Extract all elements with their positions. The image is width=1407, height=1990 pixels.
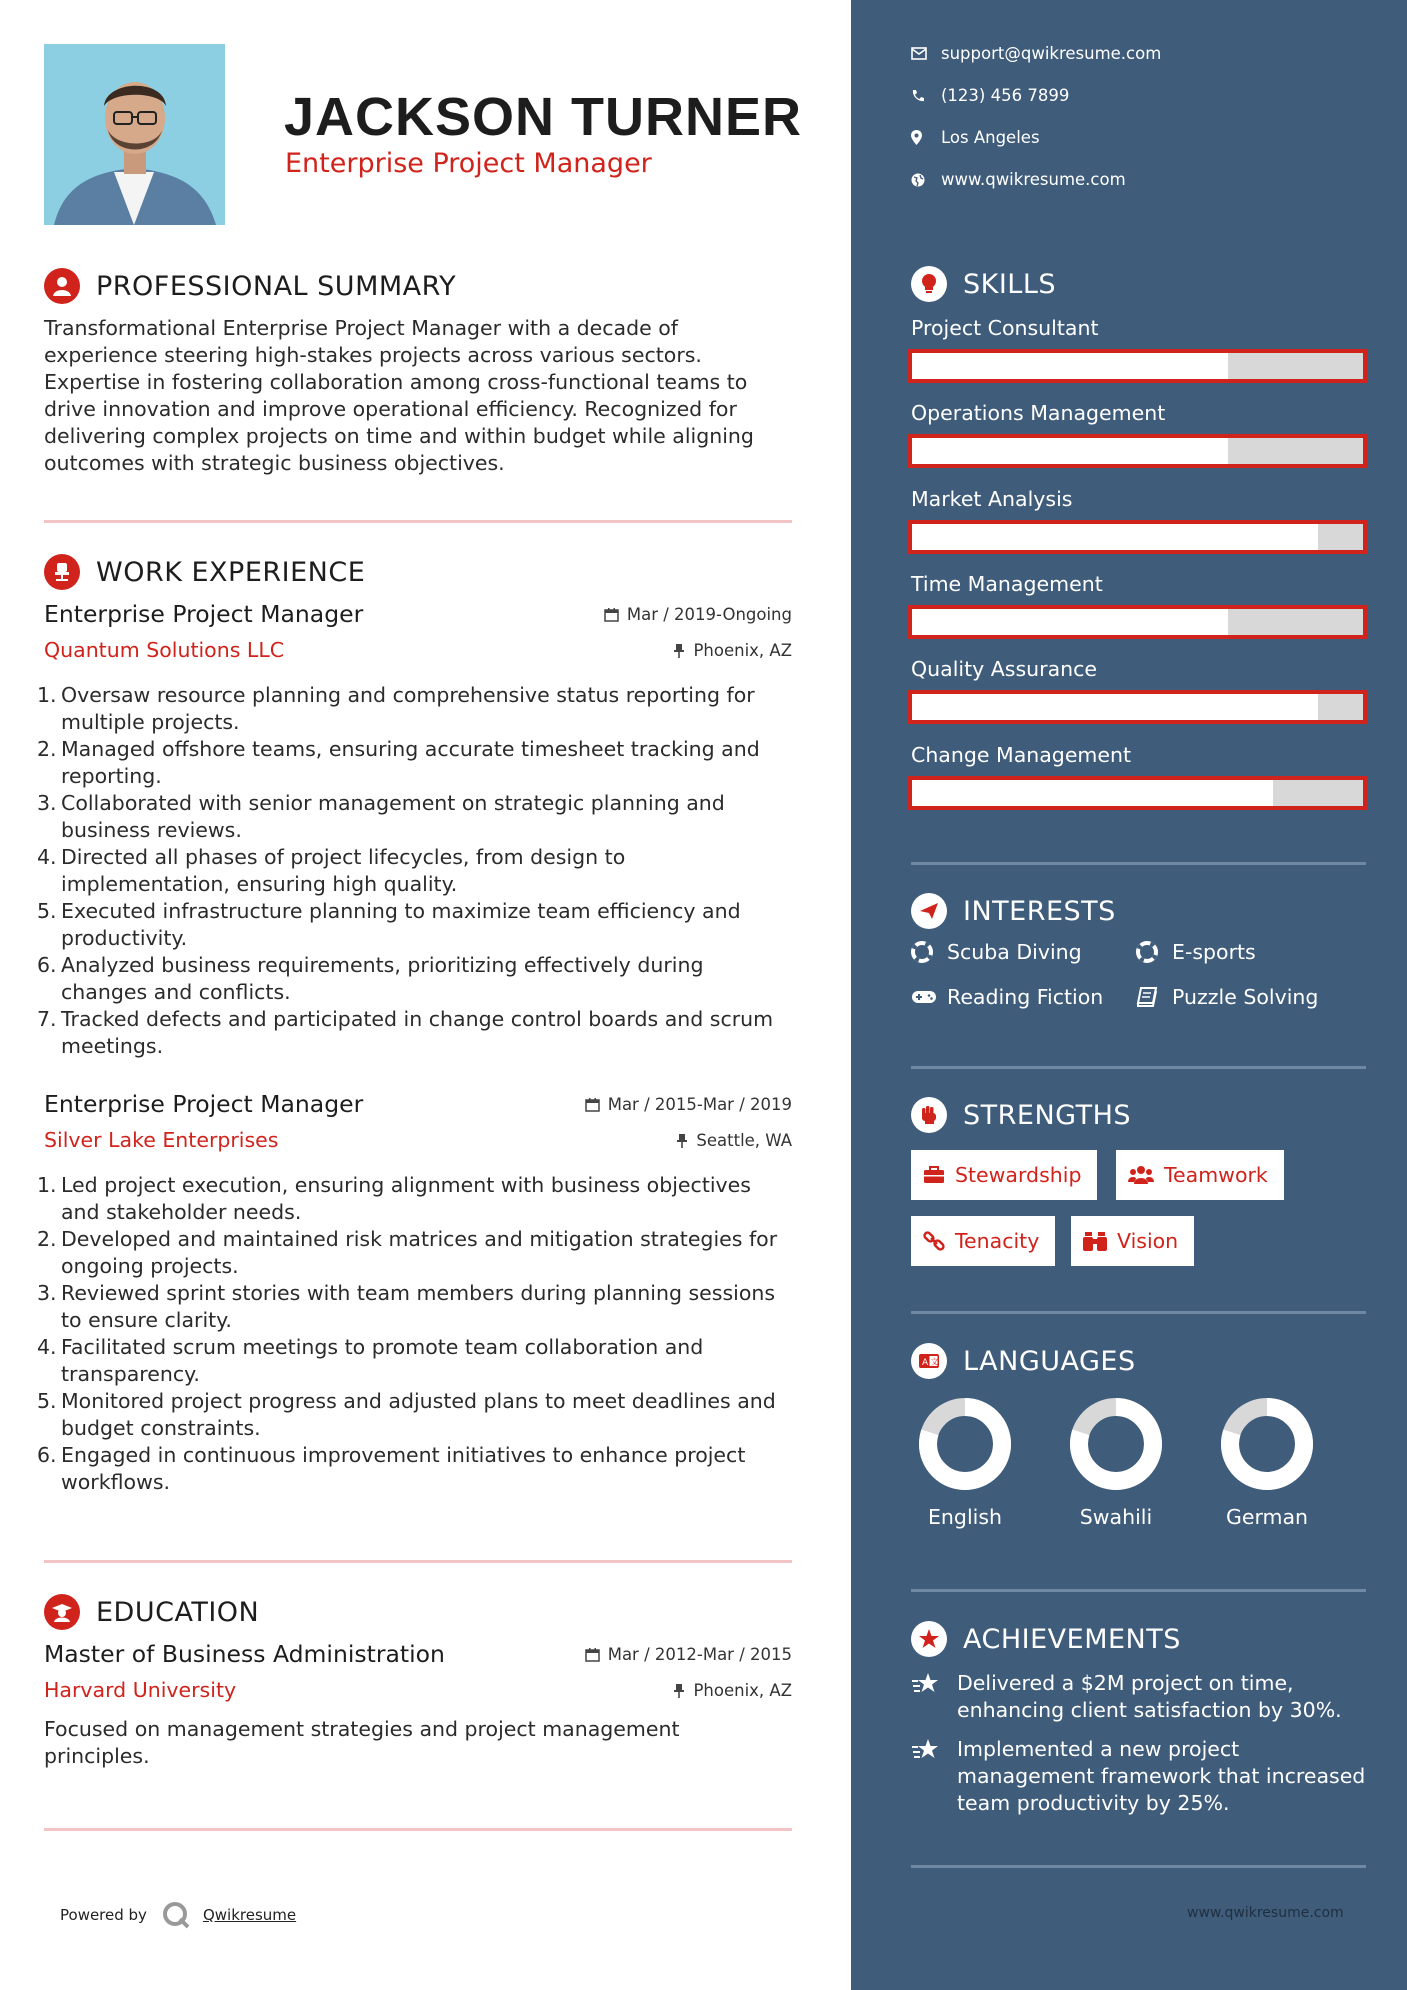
language-label: German: [1225, 1505, 1309, 1529]
star-icon: [911, 1736, 957, 1817]
list-item: [37, 1388, 792, 1442]
calendar-icon: [604, 607, 619, 622]
divider: [44, 1560, 792, 1563]
qwikresume-link[interactable]: Qwikresume: [202, 1906, 297, 1924]
list-item: [37, 844, 792, 898]
divider: [44, 1828, 792, 1831]
list-item: [37, 736, 792, 790]
education-dates: [585, 1645, 792, 1664]
strength-label: Tenacity: [955, 1229, 1040, 1253]
pin-icon: [676, 1133, 688, 1148]
interest-label: Scuba Diving: [947, 940, 1082, 964]
skill-bar-fill: [912, 353, 1228, 379]
gamepad-icon: [911, 988, 947, 1006]
list-item: [37, 898, 792, 952]
list-number: 6.: [37, 1443, 57, 1467]
candidate-title: Enterprise Project Manager: [285, 148, 652, 179]
skill-bar: [908, 434, 1367, 468]
achievement-item: [911, 1736, 1371, 1817]
achievements-heading: [911, 1621, 1181, 1657]
phone-icon: [911, 89, 941, 103]
skill-bar: [908, 776, 1367, 810]
job-location-text: Phoenix, AZ: [693, 640, 792, 660]
job-title: Enterprise Project Manager: [44, 600, 364, 628]
skill-label: Change Management: [911, 743, 1132, 767]
life-ring-icon: [911, 941, 947, 963]
education-location: [673, 1681, 792, 1700]
education-heading-text: EDUCATION: [96, 1596, 260, 1628]
skill-bar: [908, 349, 1367, 383]
job-company: Quantum Solutions LLC: [44, 638, 285, 662]
skill-label: Quality Assurance: [911, 657, 1098, 681]
list-text: Monitored project progress and adjusted plans to meet deadlines and budget constraints.: [61, 1389, 776, 1440]
language-item: [910, 1397, 1020, 1529]
contact-location: [911, 128, 1040, 147]
list-number: 2.: [37, 737, 57, 761]
strength-chip: [1071, 1216, 1194, 1266]
experience-heading-text: WORK EXPERIENCE: [96, 556, 366, 588]
list-text: Analyzed business requirements, prioritizing effectively during changes and conflicts.: [61, 953, 704, 1004]
skill-bar-fill: [912, 694, 1318, 720]
list-item: [37, 1006, 792, 1060]
list-item: [37, 952, 792, 1006]
list-number: 5.: [37, 1389, 57, 1413]
strength-label: Stewardship: [955, 1163, 1082, 1187]
list-item: [37, 1334, 792, 1388]
sidebar: [851, 0, 1407, 1990]
skill-bar-fill: [912, 524, 1318, 550]
education-description: Focused on management strategies and project management principles.: [44, 1717, 680, 1768]
contact-email[interactable]: [911, 44, 1161, 63]
skill-bar: [908, 605, 1367, 639]
list-number: 4.: [37, 1335, 57, 1359]
list-text: Engaged in continuous improvement initiatives to enhance project workflows.: [61, 1443, 746, 1494]
qwikresume-logo-icon: [161, 1900, 191, 1930]
contact-website[interactable]: [911, 170, 1126, 189]
job-bullets: [37, 682, 792, 1060]
degree: Master of Business Administration: [44, 1640, 445, 1668]
list-text: Developed and maintained risk matrices and mitigation strategies for ongoing projects.: [61, 1227, 778, 1278]
list-text: Reviewed sprint stories with team members during planning sessions to ensure clarity.: [61, 1281, 776, 1332]
divider: [44, 520, 792, 523]
skill-bar-fill: [912, 438, 1228, 464]
summary-text: Transformational Enterprise Project Manager with a decade of experience steering high-stakes projects across various sectors. Expertise in fostering collaboration among cross-functional teams to drive innovation and improve operational efficiency. Recognized for delivering complex projects on time and within budget while aligning outcomes with strategic business objectives.: [44, 316, 754, 475]
fist-icon: [911, 1097, 947, 1133]
skills-heading: [911, 266, 1056, 302]
summary-heading-text: PROFESSIONAL SUMMARY: [96, 270, 457, 302]
achievement-item: [911, 1670, 1371, 1724]
strength-chip: [911, 1150, 1097, 1200]
envelope-icon: [911, 47, 941, 60]
education-entry: [44, 1640, 792, 1770]
list-text: Managed offshore teams, ensuring accurate timesheet tracking and reporting.: [61, 737, 760, 788]
list-item: [37, 1172, 792, 1226]
life-ring-icon: [1136, 941, 1172, 963]
contact-phone-text: (123) 456 7899: [941, 86, 1070, 105]
interest-label: E-sports: [1172, 940, 1256, 964]
list-text: Facilitated scrum meetings to promote team collaboration and transparency.: [61, 1335, 704, 1386]
list-item: [37, 790, 792, 844]
office-chair-icon: [44, 554, 80, 590]
svg-text:A: A: [922, 1358, 929, 1368]
job-entry: [37, 1090, 792, 1496]
divider: [911, 1589, 1366, 1592]
calendar-icon: [585, 1097, 600, 1112]
skill-bar: [908, 690, 1367, 724]
interest-item: [911, 985, 1103, 1009]
list-text: Directed all phases of project lifecycles, from design to implementation, ensuring high quality.: [61, 845, 626, 896]
footer-website[interactable]: www.qwikresume.com: [1187, 1905, 1344, 1921]
summary-heading: [44, 266, 456, 306]
list-text: Led project execution, ensuring alignment with business objectives and stakeholder needs.: [61, 1173, 751, 1224]
interest-item: [1136, 985, 1318, 1009]
skill-bar-fill: [912, 609, 1228, 635]
list-number: 4.: [37, 845, 57, 869]
skill-bar-fill: [912, 780, 1273, 806]
interests-heading: [911, 893, 1116, 929]
divider: [911, 1311, 1366, 1314]
contact-phone[interactable]: [911, 86, 1069, 105]
divider: [911, 1066, 1366, 1069]
interest-item: [911, 940, 1082, 964]
interest-label: Reading Fiction: [947, 985, 1104, 1009]
list-text: Oversaw resource planning and comprehensive status reporting for multiple projects.: [61, 683, 755, 734]
book-icon: [1136, 987, 1172, 1007]
list-number: 2.: [37, 1227, 57, 1251]
job-location: [673, 641, 792, 660]
education-heading: [44, 1592, 259, 1632]
list-item: [37, 1442, 792, 1496]
achievement-text: Delivered a $2M project on time, enhancing client satisfaction by 30%.: [957, 1671, 1342, 1722]
language-ring: [1212, 1397, 1322, 1507]
divider: [911, 862, 1366, 865]
strength-chip: [911, 1216, 1055, 1266]
job-dates: [604, 605, 792, 624]
user-icon: [44, 268, 80, 304]
star-icon: [911, 1670, 957, 1724]
job-dates: [585, 1095, 792, 1114]
list-item: [37, 682, 792, 736]
language-label: Swahili: [1079, 1505, 1153, 1529]
list-text: Executed infrastructure planning to maximize team efficiency and productivity.: [61, 899, 741, 950]
achievement-text: Implemented a new project management framework that increased team productivity by 25%.: [957, 1737, 1366, 1815]
languages-heading-text: LANGUAGES: [963, 1345, 1136, 1377]
language-item: [1212, 1397, 1322, 1529]
candidate-name: JACKSON TURNER: [284, 87, 803, 147]
list-text: Collaborated with senior management on strategic planning and business reviews.: [61, 791, 725, 842]
pin-icon: [673, 643, 685, 658]
strengths-heading: [911, 1097, 1131, 1133]
job-dates-text: Mar / 2019-Ongoing: [626, 604, 792, 624]
graduate-icon: [44, 1594, 80, 1630]
skills-heading-text: SKILLS: [963, 268, 1057, 300]
svg-text:文: 文: [930, 1357, 939, 1367]
list-number: 3.: [37, 1281, 57, 1305]
education-dates-text: Mar / 2012-Mar / 2015: [607, 1644, 792, 1664]
interest-label: Puzzle Solving: [1172, 985, 1319, 1009]
calendar-icon: [585, 1647, 600, 1662]
pin-icon: [673, 1683, 685, 1698]
languages-heading: [911, 1343, 1136, 1379]
map-marker-icon: [911, 130, 941, 145]
job-title: Enterprise Project Manager: [44, 1090, 364, 1118]
interests-heading-text: INTERESTS: [963, 895, 1116, 927]
language-label: English: [927, 1505, 1003, 1529]
skill-label: Time Management: [911, 572, 1103, 596]
binoculars-icon: [1083, 1230, 1107, 1252]
language-item: [1061, 1397, 1171, 1529]
strength-chip: [1116, 1150, 1284, 1200]
list-number: 5.: [37, 899, 57, 923]
contact-location-text: Los Angeles: [941, 128, 1040, 147]
contact-website-text: www.qwikresume.com: [941, 170, 1126, 189]
strengths-heading-text: STRENGTHS: [963, 1099, 1132, 1131]
link-icon: [923, 1230, 945, 1252]
powered-by-label: Powered by: [60, 1906, 147, 1924]
language-ring: [910, 1397, 1020, 1507]
job-location: [676, 1131, 792, 1150]
list-number: 1.: [37, 683, 57, 707]
divider: [911, 1865, 1366, 1868]
translate-icon: [911, 1343, 947, 1379]
job-bullets: [37, 1172, 792, 1496]
list-item: [37, 1280, 792, 1334]
list-number: 3.: [37, 791, 57, 815]
lightbulb-icon: [911, 266, 947, 302]
briefcase-icon: [923, 1166, 945, 1184]
contact-email-text: support@qwikresume.com: [941, 44, 1162, 63]
list-text: Tracked defects and participated in change control boards and scrum meetings.: [61, 1007, 774, 1058]
star-badge-icon: [911, 1621, 947, 1657]
skill-label: Project Consultant: [911, 316, 1099, 340]
achievements-heading-text: ACHIEVEMENTS: [963, 1623, 1181, 1655]
job-location-text: Seattle, WA: [696, 1130, 792, 1150]
strength-label: Vision: [1117, 1229, 1179, 1253]
interest-item: [1136, 940, 1256, 964]
job-company: Silver Lake Enterprises: [44, 1128, 279, 1152]
education-location-text: Phoenix, AZ: [693, 1680, 792, 1700]
paper-plane-icon: [911, 893, 947, 929]
globe-icon: [911, 173, 941, 187]
list-number: 1.: [37, 1173, 57, 1197]
strength-label: Teamwork: [1164, 1163, 1268, 1187]
list-number: 7.: [37, 1007, 57, 1031]
skill-label: Market Analysis: [911, 487, 1073, 511]
list-number: 6.: [37, 953, 57, 977]
experience-heading: [44, 552, 365, 592]
users-icon: [1128, 1165, 1154, 1185]
school: Harvard University: [44, 1678, 237, 1702]
list-item: [37, 1226, 792, 1280]
job-dates-text: Mar / 2015-Mar / 2019: [607, 1094, 792, 1114]
skill-label: Operations Management: [911, 401, 1166, 425]
skill-bar: [908, 520, 1367, 554]
profile-photo: [44, 44, 225, 225]
job-entry: [37, 600, 792, 1060]
language-ring: [1061, 1397, 1171, 1507]
powered-by: [60, 1900, 296, 1930]
